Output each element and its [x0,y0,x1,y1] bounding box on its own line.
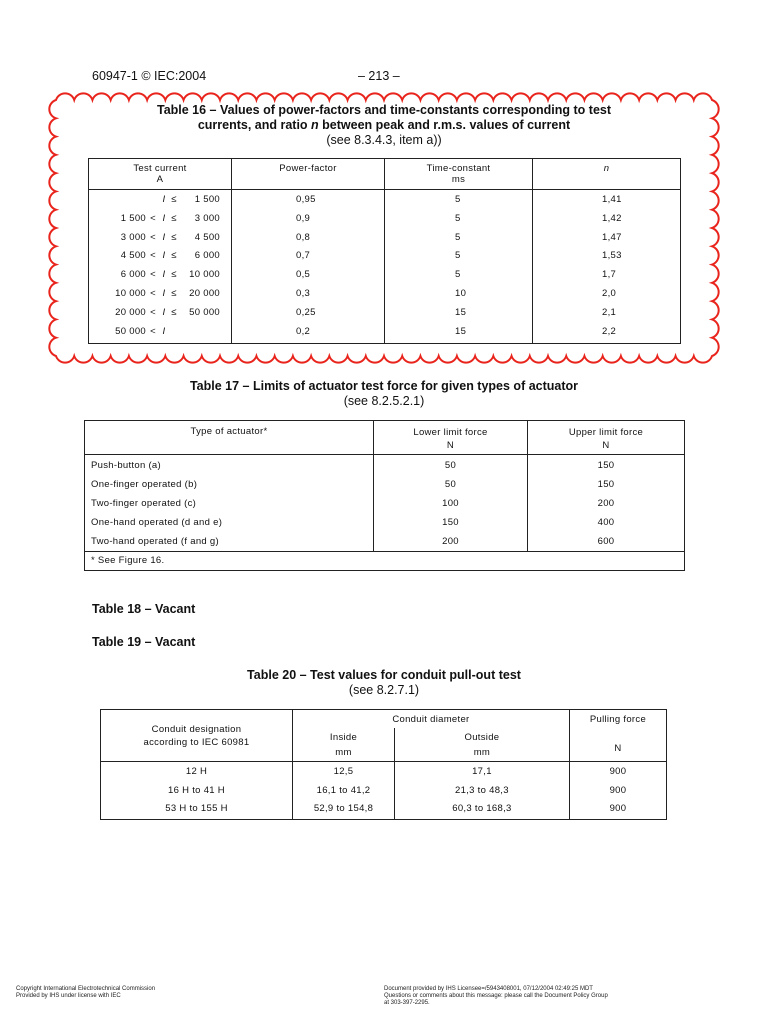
range-op-upper: ≤ [171,269,177,281]
footer-left [16,986,155,1000]
standard-reference: 60947-1 © IEC:2004 [92,69,207,83]
range-op-lower: < [150,269,156,281]
table17-header-upper: Upper limit force N [528,421,685,455]
conduit-designation: 53 H to 155 H [165,803,228,814]
table20-reference: (see 8.2.7.1) [348,683,420,697]
time-constant-value: 15 [455,306,467,318]
table16-header-n: n [533,159,681,190]
inside-diameter: 52,9 to 154,8 [313,803,374,814]
lower-limit-value: 50 [444,479,457,490]
current-symbol: I [162,325,166,337]
conduit-designation: 12 H [185,766,208,777]
current-symbol: I [162,231,166,243]
table20-header-inside: Inside mm [293,728,395,761]
test-current-range [89,229,231,248]
table18-heading: Table 18 – Vacant [92,602,196,616]
table17-type-column [85,455,374,552]
lower-limit-value: 150 [442,517,459,528]
actuator-type: Two-hand operated (f and g) [91,536,219,547]
table20-header-diameter: Conduit diameter Inside mm Outside mm [293,710,570,762]
table16-power-factor-column [232,190,385,344]
range-op-lower: < [150,231,156,243]
n-value: 2,0 [602,287,617,299]
table16-header-power-factor: Power-factor [232,159,385,190]
range-lower: 1 500 [120,212,146,224]
table16-time-constant-column [385,190,533,344]
range-op-lower: < [150,306,156,318]
table16-reference: (see 8.3.4.3, item a)) [326,133,442,147]
outside-diameter: 60,3 to 168,3 [452,803,512,814]
test-current-range [89,323,231,342]
table19-heading: Table 19 – Vacant [92,635,196,649]
range-upper: 1 500 [194,194,220,205]
actuator-type: Push-button (a) [91,460,161,471]
range-op-upper: ≤ [171,250,177,262]
power-factor-value: 0,7 [296,250,311,262]
current-symbol: I [162,194,166,205]
range-upper: 20 000 [189,287,220,299]
current-symbol: I [162,212,166,224]
upper-limit-value: 150 [597,460,615,471]
footer-questions: Questions or comments about this message: please call the Document Policy Group [384,993,608,999]
table16-n-column [533,190,681,344]
current-symbol: I [162,287,166,299]
range-op-upper [168,323,180,342]
pulling-force: 900 [609,803,627,814]
power-factor-value: 0,3 [296,287,311,299]
table17-upper-column [528,455,685,552]
power-factor-value: 0,2 [296,325,311,337]
actuator-type: Two-finger operated (c) [91,498,197,509]
upper-limit-value: 150 [597,479,615,490]
lower-limit-value: 100 [442,498,459,509]
table20-title [0,668,768,698]
n-value: 1,41 [602,194,622,205]
n-value: 2,2 [602,325,617,337]
pulling-force: 900 [609,766,627,777]
table20-header-force: Pulling force N [569,710,666,762]
power-factor-value: 0,95 [296,194,316,205]
time-constant-value: 5 [455,212,461,224]
table17-header-type: Type of actuator* [85,421,374,455]
time-constant-value: 5 [455,269,461,281]
table16-title-line2: currents, and ratio n between peak and r.m.s. values of current [197,118,571,132]
power-factor-value: 0,5 [296,269,311,281]
footer-phone: at 303-397-2295. [384,1000,430,1006]
table16-header-test-current: Test current A [89,159,232,190]
table17 [84,420,685,571]
table17-title-line: Table 17 – Limits of actuator test force for given types of actuator [189,379,579,393]
range-op-lower [146,191,160,210]
range-op-upper: ≤ [171,194,177,205]
range-upper: 50 000 [189,306,220,318]
range-op-lower: < [150,212,156,224]
table20-inside-column [293,762,395,820]
lower-limit-value: 200 [442,536,459,547]
range-upper [180,323,220,342]
outside-diameter: 17,1 [472,766,492,777]
range-lower: 10 000 [115,287,146,299]
range-op-upper: ≤ [171,212,177,224]
conduit-designation: 16 H to 41 H [168,784,225,796]
range-upper: 3 000 [194,212,220,224]
actuator-type: One-hand operated (d and e) [91,517,223,528]
range-upper: 4 500 [194,231,220,243]
table16 [88,158,681,344]
range-op-lower: < [150,250,156,262]
inside-diameter: 16,1 to 41,2 [316,784,371,796]
test-current-range [89,304,231,323]
table16-title [0,103,768,148]
table16-header-time-constant: Time-constant ms [385,159,533,190]
upper-limit-value: 600 [597,536,615,547]
range-op-lower: < [150,287,156,299]
pulling-force: 900 [609,784,627,796]
range-op-lower: < [150,325,156,337]
test-current-range [89,266,231,285]
table20 [100,709,667,820]
range-op-upper: ≤ [171,287,177,299]
footer-provider: Document provided by IHS Licensee=/5943408001, 07/12/2004 02:49:25 MDT [384,986,593,992]
table17-footnote: * See Figure 16. [85,552,685,571]
range-lower: 50 000 [115,325,146,337]
range-lower: 6 000 [120,269,146,281]
power-factor-value: 0,9 [296,212,311,224]
footer-right [384,986,608,1007]
range-lower: 3 000 [120,231,146,243]
range-upper: 6 000 [194,250,220,262]
inside-diameter: 12,5 [333,766,354,777]
table17-title [0,379,768,409]
table20-title-line: Table 20 – Test values for conduit pull-out test [247,668,521,682]
current-symbol: I [162,269,166,281]
table20-header-designation: Conduit designation according to IEC 60981 [101,710,293,762]
n-value: 1,53 [602,250,622,262]
table17-reference: (see 8.2.5.2.1) [343,394,425,408]
test-current-range [89,210,231,229]
table17-header-lower: Lower limit force N [374,421,528,455]
time-constant-value: 15 [455,325,467,337]
range-upper: 10 000 [189,269,220,281]
n-value: 2,1 [602,306,617,318]
lower-limit-value: 50 [444,460,457,471]
table17-lower-column [374,455,528,552]
footer-copyright: Copyright International Electrotechnical Commission [16,986,156,992]
test-current-range [89,285,231,304]
outside-diameter: 21,3 to 48,3 [455,784,509,796]
table16-title-line1: Table 16 – Values of power-factors and time-constants corresponding to test [156,103,612,117]
current-symbol: I [162,306,166,318]
power-factor-value: 0,8 [296,231,311,243]
table20-force-column [569,762,666,820]
time-constant-value: 5 [455,250,461,262]
table16-test-current-column [89,190,232,344]
current-symbol: I [162,250,166,262]
upper-limit-value: 200 [597,498,615,509]
time-constant-value: 5 [455,231,461,243]
range-lower: 4 500 [120,250,146,262]
power-factor-value: 0,25 [296,306,316,318]
footer-license: Provided by IHS under license with IEC [16,993,121,999]
test-current-range [89,247,231,266]
range-op-upper: ≤ [171,231,177,243]
actuator-type: One-finger operated (b) [91,479,198,490]
table20-designation-column [101,762,293,820]
time-constant-value: 5 [455,194,461,205]
range-lower: 20 000 [115,306,146,318]
table20-header-outside: Outside mm [464,732,500,758]
range-op-upper: ≤ [171,306,177,318]
n-value: 1,42 [602,212,622,224]
table20-outside-column [395,762,570,820]
upper-limit-value: 400 [597,517,615,528]
n-value: 1,47 [602,231,622,243]
range-lower [89,191,146,210]
test-current-range [89,191,231,210]
page-number: – 213 – [358,69,400,83]
time-constant-value: 10 [455,287,467,299]
n-value: 1,7 [602,269,617,281]
